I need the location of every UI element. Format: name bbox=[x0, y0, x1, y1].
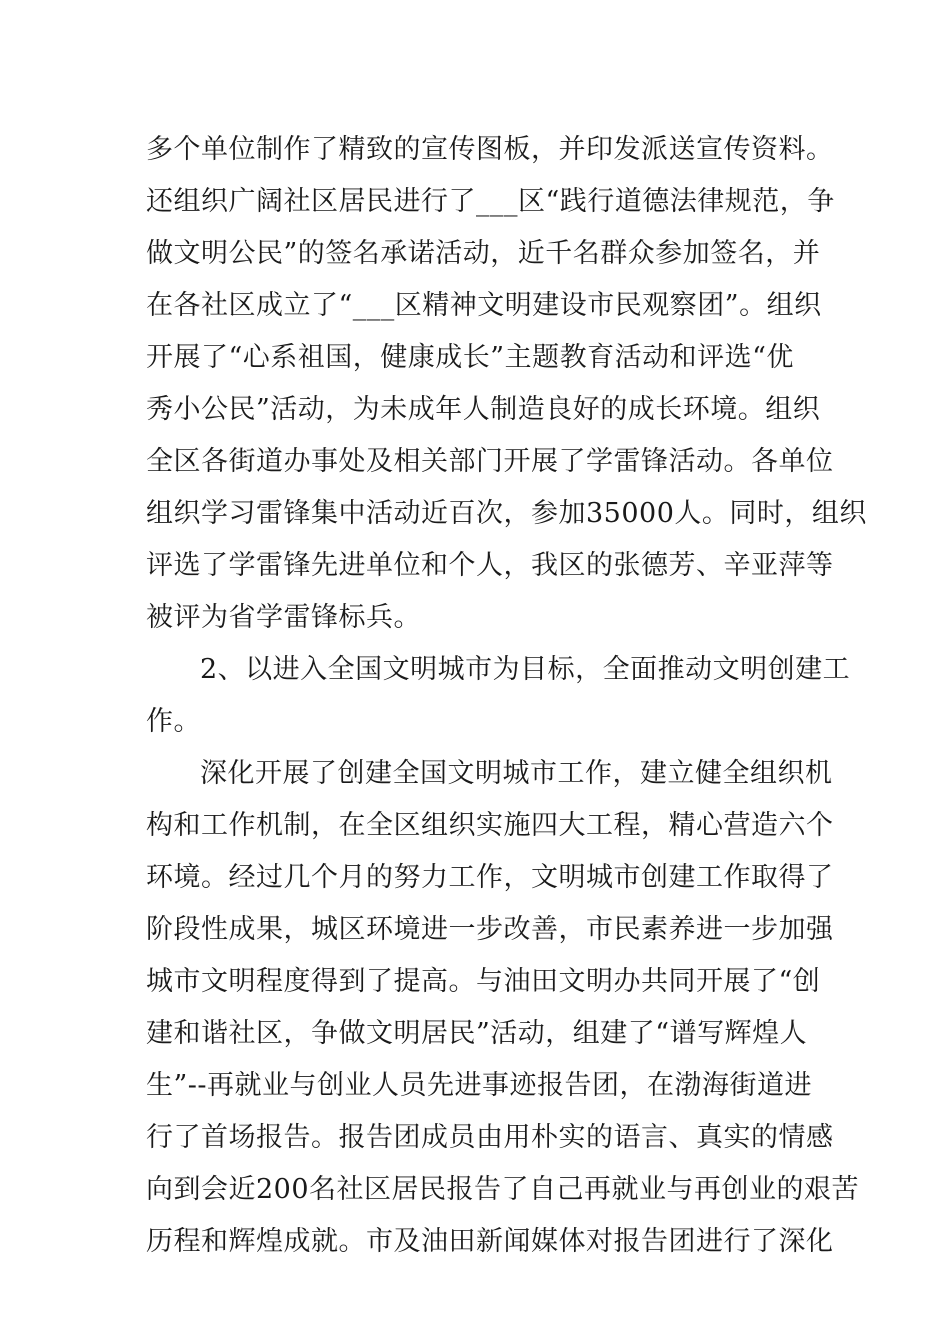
text-line: 历程和辉煌成就。市及油田新闻媒体对报告团进行了深化 bbox=[146, 1226, 834, 1257]
text-line: 被评为省学雷锋标兵。 bbox=[146, 602, 421, 633]
text-line: 还组织广阔社区居民进行了___区“践行道德法律规范，争 bbox=[146, 186, 835, 217]
text-line: 评选了学雷锋先进单位和个人，我区的张德芳、辛亚萍等 bbox=[146, 550, 834, 581]
text-line: 向到会近200名社区居民报告了自己再就业与再创业的艰苦 bbox=[146, 1174, 860, 1205]
text-line: 全区各街道办事处及相关部门开展了学雷锋活动。各单位 bbox=[146, 446, 834, 477]
text-line: 建和谐社区，争做文明居民”活动，组建了“谱写辉煌人 bbox=[146, 1018, 808, 1049]
text-line: 多个单位制作了精致的宣传图板，并印发派送宣传资料。 bbox=[146, 134, 834, 165]
text-line: 秀小公民”活动，为未成年人制造良好的成长环境。组织 bbox=[146, 394, 821, 425]
text-line: 环境。经过几个月的努力工作，文明城市创建工作取得了 bbox=[146, 862, 834, 893]
text-line: 组织学习雷锋集中活动近百次，参加35000人。同时，组织 bbox=[146, 498, 867, 529]
text-line: 行了首场报告。报告团成员由用朴实的语言、真实的情感 bbox=[146, 1122, 834, 1153]
section-heading-line: 2、以进入全国文明城市为目标，全面推动文明创建工 bbox=[200, 654, 851, 685]
body-text bbox=[146, 124, 867, 1268]
text-line: 开展了“心系祖国，健康成长”主题教育活动和评选“优 bbox=[146, 342, 794, 373]
text-line: 阶段性成果，城区环境进一步改善，市民素养进一步加强 bbox=[146, 914, 834, 945]
text-line: 在各社区成立了“___区精神文明建设市民观察团”。组织 bbox=[146, 290, 822, 321]
text-line: 生”--再就业与创业人员先进事迹报告团，在渤海街道进 bbox=[146, 1070, 813, 1101]
section-heading-line: 作。 bbox=[146, 706, 201, 737]
text-line: 做文明公民”的签名承诺活动，近千名群众参加签名，并 bbox=[146, 238, 821, 269]
text-line: 构和工作机制，在全区组织实施四大工程，精心营造六个 bbox=[146, 810, 834, 841]
text-line: 城市文明程度得到了提高。与油田文明办共同开展了“创 bbox=[146, 966, 821, 997]
paragraph-start-line: 深化开展了创建全国文明城市工作，建立健全组织机 bbox=[200, 758, 833, 789]
